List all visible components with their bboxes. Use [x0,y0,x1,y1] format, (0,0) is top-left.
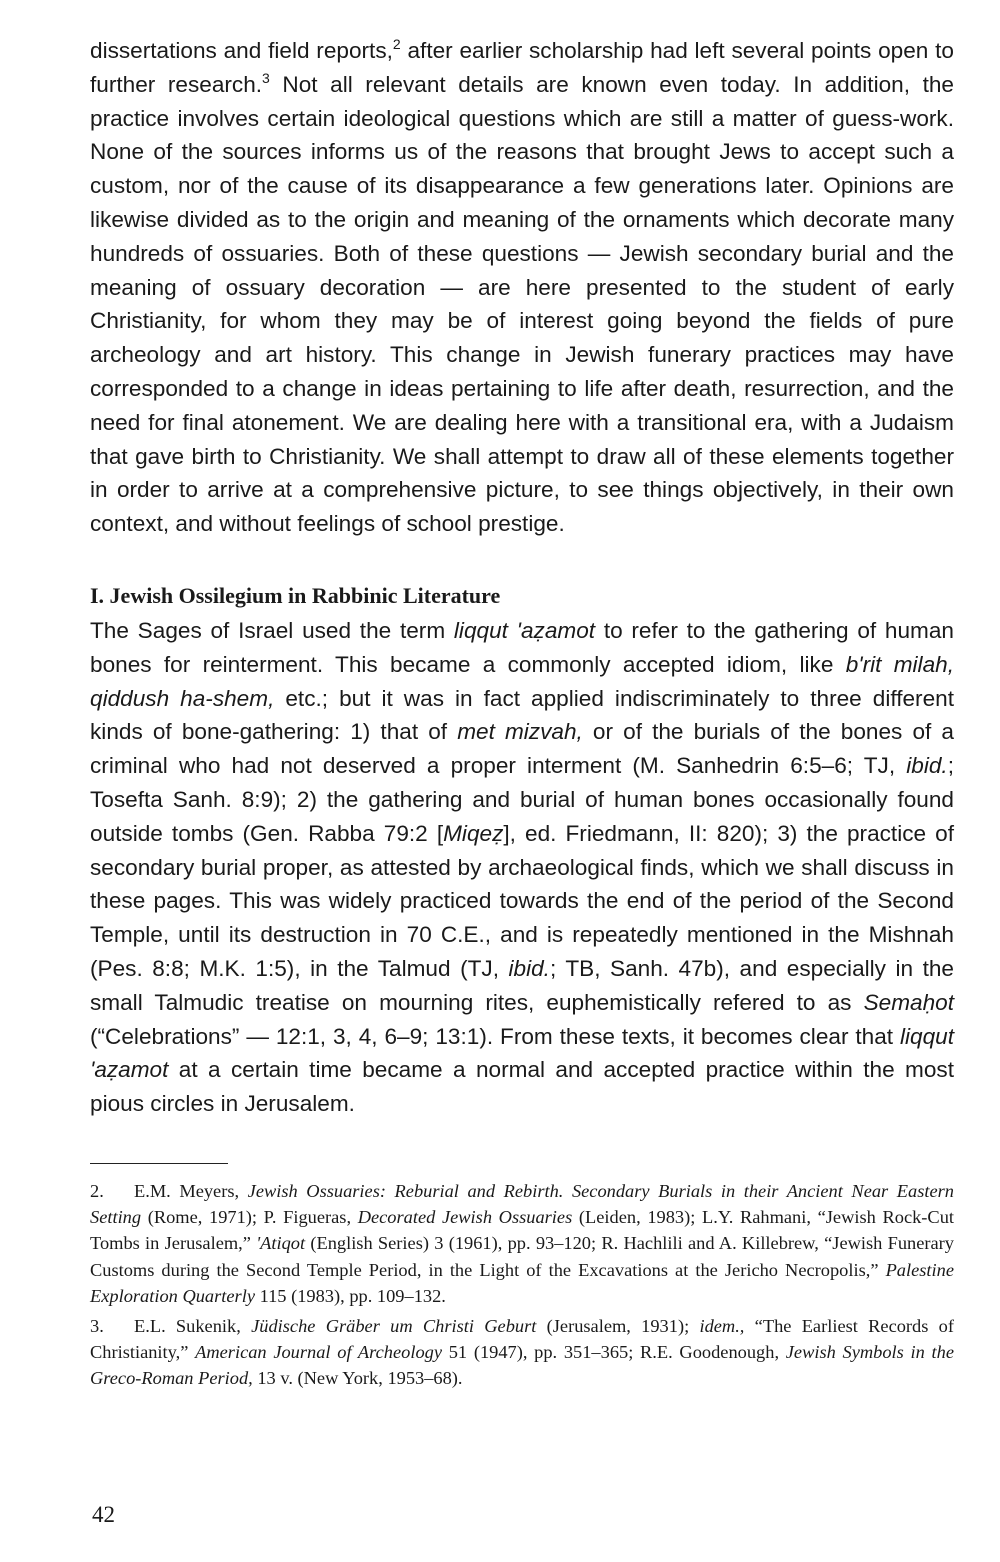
text-run: Not all relevant details are known even today. In addition, the practice involves certain ideological questions which are still a matter of guess-work. None of the sources informs us of the reasons that brought Jews to accept such a custom, nor of the cause of its disappearance a few generations later. Opinions are likewise divided as to the origin and meaning of the ornaments which decorate many hundreds of ossuaries. Both of these questions — Jewish secondary burial and the meaning of ossuary decoration — are here presented to the student of early Christianity, for whom they may be of interest going beyond the fields of pure archeology and art history. This change in Jewish funerary practices may have corresponded to a change in ideas pertaining to life after death, resurrection, and the need for final atonement. We are dealing here with a transitional era, with a Judaism that gave birth to Christianity. We shall attempt to draw all of these elements together in order to arrive at a comprehensive picture, to see things objectively, in their own context, and without feelings of school prestige. [90,71,954,537]
italic-term: liqqut 'aẓamot [90,1023,954,1083]
page-content [90,34,954,1396]
text-run: (“Celebrations” — 12:1, 3, 4, 6–9; 13:1). From these texts, it becomes clear that [90,1023,900,1049]
text-run: 13 v. (New York, 1953–68). [252,1368,463,1389]
italic-term: ibid. [906,753,948,779]
italic-title: 'Atiqot [256,1233,306,1254]
text-run: (Jerusalem, 1931); [536,1315,700,1336]
italic-term: met mizvah, [457,719,583,745]
footnote-number: 2. [90,1180,104,1201]
text-run: etc.; but it was in fact applied indiscriminately to three different kinds of bone-gathering: 1) that of [90,685,954,745]
text-run: (Rome, 1971); P. Figueras, [141,1207,358,1228]
text-run: “The Earliest Records of Christianity,” [90,1315,954,1363]
text-run: ], ed. Friedmann, II: 820); 3) the practice of secondary burial proper, as attested by archaeological finds, which we shall discuss in these pages. This was widely practiced towards the end of the period of the Second Temple, until its destruction in 70 C.E., and is repeatedly mentioned in the Mishnah (Pes. 8:8; M.K. 1:5), in the Talmud (TJ, [90,820,955,981]
footnote-divider [90,1163,228,1164]
text-run: The Sages of Israel used the term [90,617,454,643]
italic-term: ibid. [508,955,550,981]
text-run: ; TB, Sanh. 47b), and especially in the small Talmudic treatise on mourning rites, euphemistically refered to as [90,955,954,1015]
section-heading: I. Jewish Ossilegium in Rabbinic Literature [90,582,501,608]
footnote-3 [90,1313,954,1392]
text-run: ; Tosefta Sanh. 8:9); 2) the gathering and burial of human bones occasionally found outside tombs (Gen. Rabba 79:2 [ [90,753,954,846]
text-run: 115 (1983), pp. 109–132. [255,1285,446,1306]
text-run: after earlier scholarship had left several points open to further research. [90,38,954,97]
italic-title: idem., [699,1315,745,1336]
footnote-ref-2[interactable]: 2 [392,35,401,52]
italic-term: Miqeẓ [443,820,504,846]
text-run: 51 (1947), pp. 351–365; R.E. Goodenough, [442,1342,786,1363]
footnote-ref-3[interactable]: 3 [262,69,270,86]
text-run: (English Series) 3 (1961), pp. 93–120; R. Hachlili and A. Killebrew, “Jewish Funerary Customs during the Second Temple Period, in the Light of the Excavations at the Jericho Necropolis,” [90,1233,954,1280]
text-run: to refer to the gathering of human bones for reinterment. This became a commonly accepted idiom, like [90,617,954,677]
footnote-number: 3. [90,1315,104,1336]
page-number: 42 [92,1502,115,1527]
italic-title: Jüdische Gräber um Christi Geburt [251,1315,537,1336]
italic-term: liqqut 'aẓamot [453,617,596,643]
italic-title: Jewish Symbols in the Greco-Roman Period, [90,1342,954,1389]
text-run: at a certain time became a normal and accepted practice within the most pious circles in Jerusalem. [90,1057,954,1117]
italic-title: Decorated Jewish Ossuaries [357,1207,573,1228]
italic-term: Semaḥot [863,989,954,1015]
text-run: E.L. Sukenik, [134,1315,252,1336]
body-paragraph-intro [90,34,954,541]
italic-title: Jewish Ossuaries: Reburial and Rebirth. Secondary Burials in their Ancient Near Eastern Setting [90,1180,954,1228]
italic-title: Palestine Exploration Quarterly [90,1259,954,1306]
body-paragraph-ossilegium [90,614,954,1121]
text-run: dissertations and field reports, [90,38,393,63]
italic-title: American Journal of Archeology [195,1342,443,1363]
footnote-2 [90,1178,954,1309]
text-run: E.M. Meyers, [134,1180,248,1201]
text-run: or of the burials of the bones of a criminal who had not deserved a proper interment (M. Sanhedrin 6:5–6; TJ, [90,719,954,779]
italic-term: b'rit milah, qiddush ha-shem, [90,651,954,711]
text-run: (Leiden, 1983); L.Y. Rahmani, “Jewish Rock-Cut Tombs in Jerusalem,” [90,1207,954,1254]
